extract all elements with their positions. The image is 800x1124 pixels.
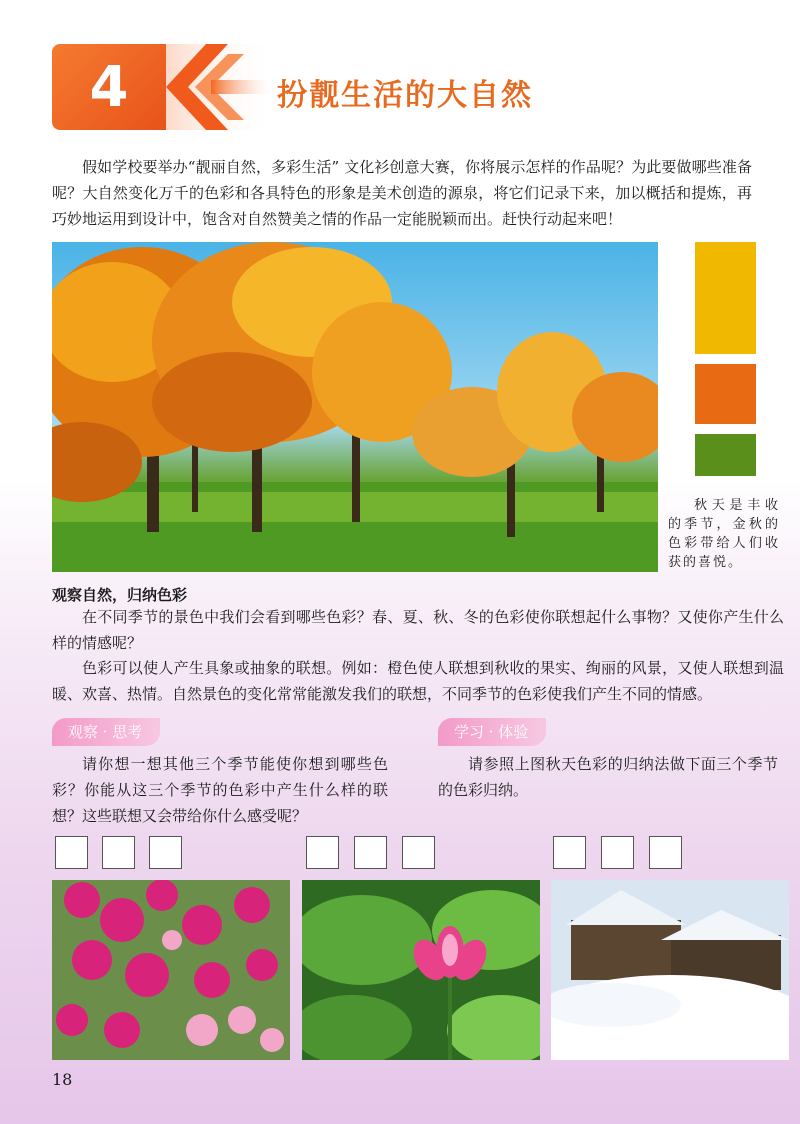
right-column-text: 请参照上图秋天色彩的归纳法做下面三个季节的色彩归纳。 bbox=[438, 755, 778, 799]
observe-paragraph-2: 色彩可以使人产生具象或抽象的联想。例如：橙色使人联想到秋收的果实、绚丽的风景，又使人联想到温暖、欢喜、热情。自然景色的变化常常能激发我们的联想，不同季节的色彩使我们产生不同的情感。 bbox=[52, 659, 784, 703]
winter-snow-photo bbox=[551, 880, 789, 1060]
spring-color-box-3[interactable] bbox=[149, 836, 182, 869]
chapter-number: 4 bbox=[89, 54, 129, 120]
autumn-caption: 秋天是丰收的季节，金秋的色彩带给人们收获的喜悦。 bbox=[668, 498, 780, 570]
learn-experience-tag: 学习 · 体验 bbox=[438, 718, 546, 746]
page-number: 18 bbox=[52, 1070, 73, 1089]
spring-blossom-photo bbox=[52, 880, 290, 1060]
swatch-green bbox=[695, 434, 756, 476]
arrow-decoration bbox=[166, 44, 276, 130]
summer-color-box-1[interactable] bbox=[306, 836, 339, 869]
winter-color-box-2[interactable] bbox=[601, 836, 634, 869]
spring-color-box-2[interactable] bbox=[102, 836, 135, 869]
summer-lotus-photo bbox=[302, 880, 540, 1060]
autumn-trees-photo bbox=[52, 242, 658, 572]
observe-paragraph-1: 在不同季节的景色中我们会看到哪些色彩？春、夏、秋、冬的色彩使你联想起什么事物？又使你产生什么样的情感呢？ bbox=[52, 608, 784, 652]
intro-paragraph: 假如学校要举办“靓丽自然，多彩生活” 文化衫创意大赛，你将展示怎样的作品呢？为此要做哪些准备呢？大自然变化万千的色彩和各具特色的形象是美术创造的源泉，将它们记录下来，加以概括和提炼，再巧妙地运用到设计中，饱含对自然赞美之情的作品一定能脱颖而出。赶快行动起来吧！ bbox=[52, 158, 752, 228]
chapter-title: 扮靓生活的大自然 bbox=[277, 78, 533, 113]
swatch-orange bbox=[695, 364, 756, 424]
left-column-text: 请你想一想其他三个季节能使你想到哪些色彩？你能从这三个季节的色彩中产生什么样的联想？这些联想又会带给你什么感受呢？ bbox=[52, 755, 388, 825]
section-heading: 观察自然，归纳色彩 bbox=[52, 586, 188, 604]
chapter-number-badge bbox=[52, 44, 166, 130]
summer-color-box-2[interactable] bbox=[354, 836, 387, 869]
swatch-yellow bbox=[695, 242, 756, 354]
summer-color-box-3[interactable] bbox=[402, 836, 435, 869]
spring-color-box-1[interactable] bbox=[55, 836, 88, 869]
observe-think-tag: 观察 · 思考 bbox=[52, 718, 160, 746]
winter-color-box-1[interactable] bbox=[553, 836, 586, 869]
winter-color-box-3[interactable] bbox=[649, 836, 682, 869]
